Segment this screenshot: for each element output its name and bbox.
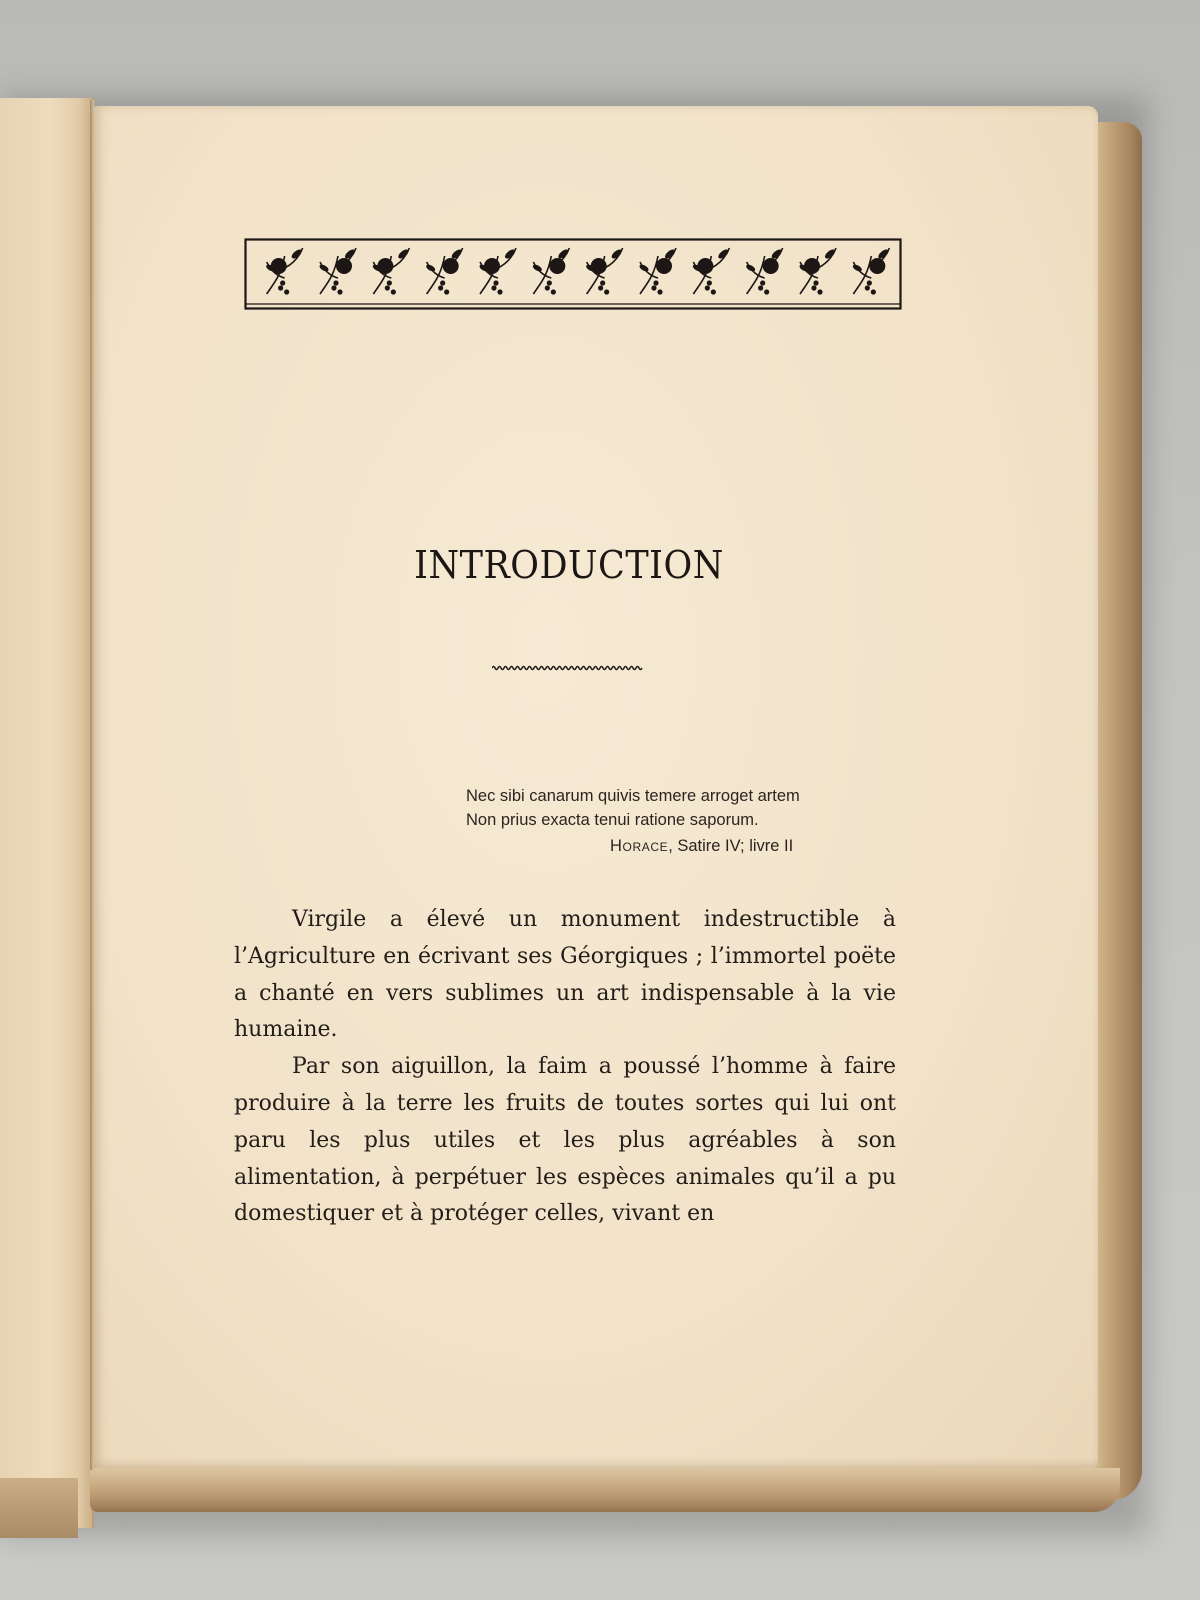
floral-motif-icon (852, 248, 890, 295)
floral-motif-icon (425, 248, 463, 295)
floral-motif-icon (372, 248, 410, 295)
wavy-divider-icon (492, 662, 644, 674)
page-title: INTRODUCTION (414, 544, 724, 588)
epigraph-attribution (466, 834, 926, 858)
floral-border-ornament-icon (244, 238, 902, 310)
floral-motif-icon (745, 248, 783, 295)
floral-motif-icon (585, 248, 623, 295)
page-stack-bottom-edge (90, 1468, 1120, 1512)
floral-motif-icon (798, 248, 836, 295)
book-page (94, 106, 1098, 1468)
left-page-edge (0, 98, 94, 1528)
floral-motif-icon (478, 248, 516, 295)
epigraph-line-2: Non prius exacta tenui ratione saporum. (466, 811, 759, 829)
epigraph-source: , Satire IV; livre II (668, 837, 794, 855)
floral-motif-icon (638, 248, 676, 295)
paragraph-1: Virgile a élevé un monument indestructible à l’Agriculture en écrivant ses Géorgiques ; l’immortel poëte a chanté en vers sublimes un art indispensable à la vie humaine. (234, 907, 896, 1043)
paragraph-2: Par son aiguillon, la faim a poussé l’homme à faire produire à la terre les fruits de toutes sortes qui lui ont paru les plus utiles et les plus agréables à son alimentation, à perpétuer les espèces animales qu’il a pu domestiquer et à protéger celles, vivant en (234, 1054, 896, 1227)
floral-motif-icon (265, 248, 303, 295)
floral-motif-icon (692, 248, 730, 295)
body-text (234, 902, 896, 1233)
left-cover-corner (0, 1478, 78, 1538)
epigraph-author: Horace (610, 837, 669, 855)
floral-motif-icon (318, 248, 356, 295)
epigraph-line-1: Nec sibi canarum quivis temere arroget artem (466, 787, 800, 805)
epigraph (466, 784, 926, 858)
floral-motif-icon (532, 248, 570, 295)
